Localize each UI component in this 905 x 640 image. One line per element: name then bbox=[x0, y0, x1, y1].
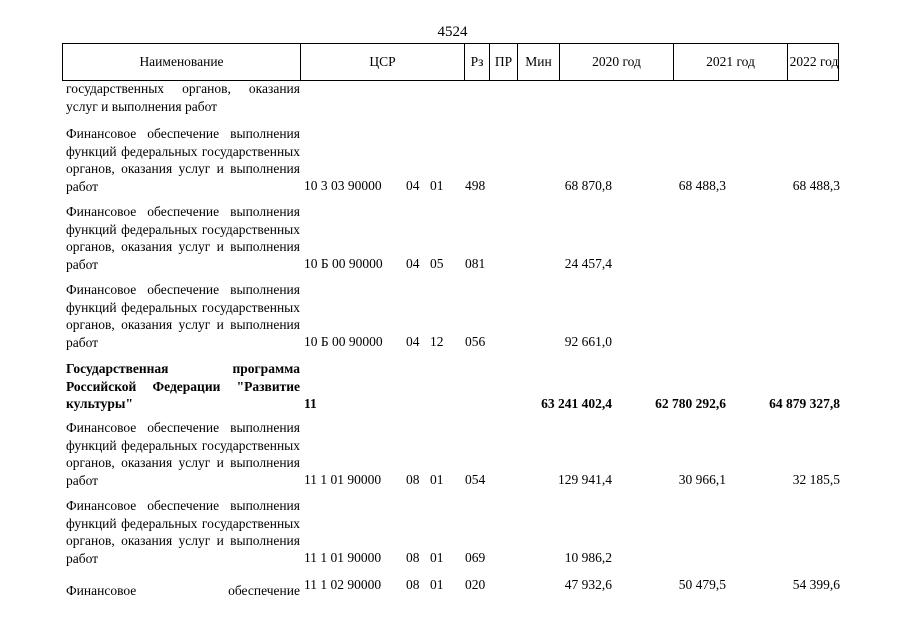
row-rz: 04 bbox=[406, 256, 420, 271]
row-2020: 68 870,8 bbox=[564, 178, 612, 193]
row-name: Финансовое обеспечение bbox=[66, 583, 300, 598]
row-name: Финансовое обеспечение выполнения функций федеральных государственных органов, оказания услуг и выполнения работ bbox=[66, 498, 300, 566]
header-2022: 2022 год bbox=[789, 54, 839, 69]
continued-name-text: государственных органов, оказания услуг и выполнения работ bbox=[66, 81, 300, 114]
header-min: Мин bbox=[518, 44, 560, 80]
row-pr: 01 bbox=[430, 577, 444, 592]
row-2022: 32 185,5 bbox=[792, 472, 840, 487]
row-name: Финансовое обеспечение выполнения функций федеральных государственных органов, оказания услуг и выполнения работ bbox=[66, 204, 300, 272]
row-2020: 129 941,4 bbox=[558, 472, 612, 487]
row-min: 081 bbox=[465, 256, 486, 271]
row-rz: 08 bbox=[406, 550, 420, 565]
row-pr: 05 bbox=[430, 256, 444, 271]
row-rz: 08 bbox=[406, 472, 420, 487]
header-name: Наименование bbox=[63, 44, 301, 80]
program-2021: 62 780 292,6 bbox=[655, 396, 726, 411]
row-pr: 01 bbox=[430, 472, 444, 487]
header-pr: ПР bbox=[490, 44, 518, 80]
row-2021: 68 488,3 bbox=[678, 178, 726, 193]
row-min: 020 bbox=[465, 577, 486, 592]
row-name: Финансовое обеспечение выполнения функций федеральных государственных органов, оказания услуг и выполнения работ bbox=[66, 126, 300, 194]
row-2022: 68 488,3 bbox=[792, 178, 840, 193]
row-min: 054 bbox=[465, 472, 486, 487]
row-name: Финансовое обеспечение выполнения функций федеральных государственных органов, оказания услуг и выполнения работ bbox=[66, 282, 300, 350]
table-header bbox=[62, 43, 839, 81]
row-2022: 54 399,6 bbox=[792, 577, 840, 592]
row-csr: 11 1 02 90000 bbox=[304, 577, 382, 592]
row-2021: 50 479,5 bbox=[678, 577, 726, 592]
row-2020: 24 457,4 bbox=[564, 256, 612, 271]
header-rz: Рз bbox=[465, 44, 490, 80]
row-rz: 08 bbox=[406, 577, 420, 592]
row-csr: 11 1 01 90000 bbox=[304, 550, 382, 565]
row-min: 498 bbox=[465, 178, 486, 193]
header-2021: 2021 год bbox=[674, 44, 788, 80]
row-2020: 10 986,2 bbox=[564, 550, 612, 565]
row-2020: 47 932,6 bbox=[564, 577, 612, 592]
row-csr: 10 Б 00 90000 bbox=[304, 334, 383, 349]
row-name: Финансовое обеспечение выполнения функций федеральных государственных органов, оказания услуг и выполнения работ bbox=[66, 420, 300, 488]
row-rz: 04 bbox=[406, 334, 420, 349]
page-number: 4524 bbox=[437, 24, 468, 40]
program-csr: 11 bbox=[304, 396, 317, 411]
row-pr: 12 bbox=[430, 334, 444, 349]
program-name: Государственная программа Российской Федерации "Развитие культуры" bbox=[66, 361, 300, 411]
row-min: 056 bbox=[465, 334, 486, 349]
row-pr: 01 bbox=[430, 178, 444, 193]
program-2022: 64 879 327,8 bbox=[769, 396, 840, 411]
row-min: 069 bbox=[465, 550, 486, 565]
row-csr: 10 Б 00 90000 bbox=[304, 256, 383, 271]
header-2020: 2020 год bbox=[560, 44, 674, 80]
row-pr: 01 bbox=[430, 550, 444, 565]
row-2021: 30 966,1 bbox=[678, 472, 726, 487]
row-csr: 11 1 01 90000 bbox=[304, 472, 382, 487]
row-csr: 10 3 03 90000 bbox=[304, 178, 382, 193]
row-rz: 04 bbox=[406, 178, 420, 193]
program-2020: 63 241 402,4 bbox=[541, 396, 612, 411]
row-2020: 92 661,0 bbox=[564, 334, 612, 349]
header-csr: ЦСР bbox=[301, 44, 465, 80]
